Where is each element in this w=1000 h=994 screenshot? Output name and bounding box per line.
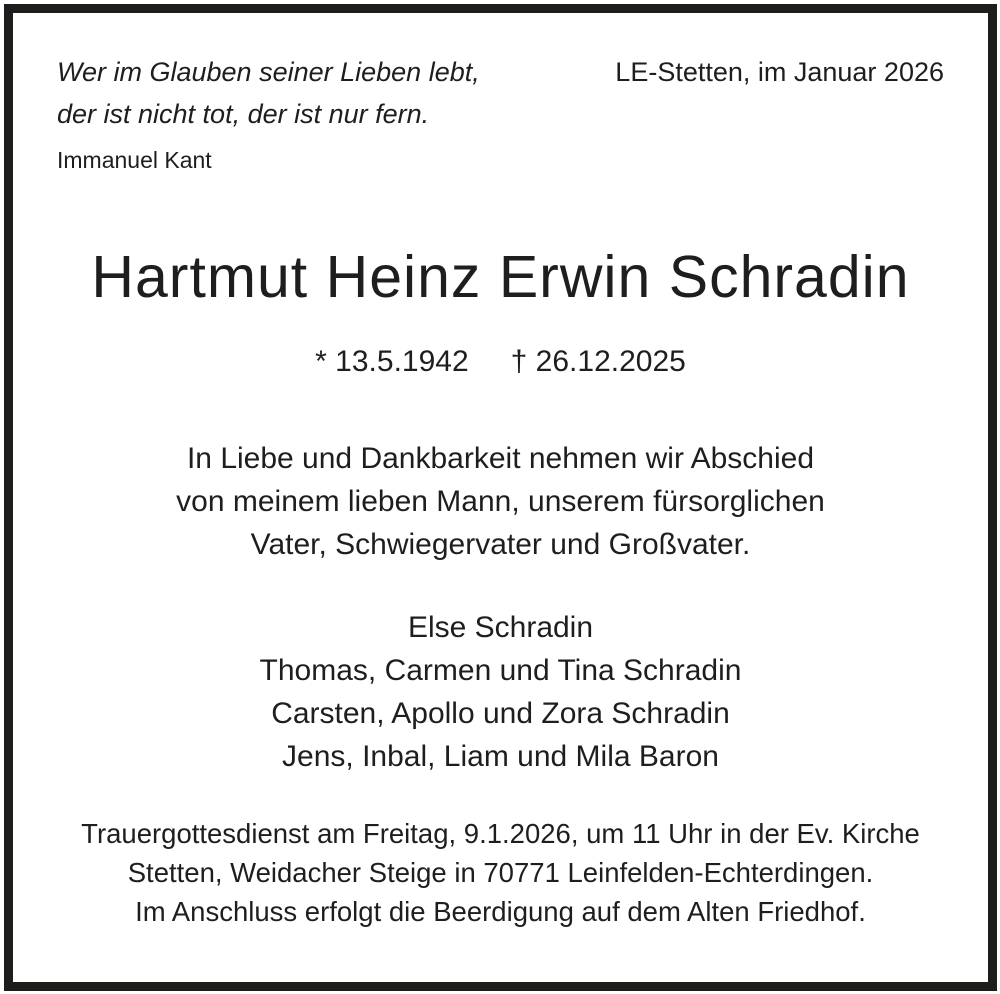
- deceased-name: Hartmut Heinz Erwin Schradin: [91, 244, 910, 310]
- farewell-message-line-3: Vater, Schwiegervater und Großvater.: [250, 528, 751, 561]
- memorial-quote-line-1: Wer im Glauben seiner Lieben lebt,: [57, 57, 480, 87]
- service-line-3: Im Anschluss erfolgt die Beerdigung auf dem Alten Friedhof.: [135, 896, 866, 927]
- notice-content: [13, 13, 988, 982]
- notice-border-frame: [4, 4, 997, 991]
- farewell-message-line-2: von meinem lieben Mann, unserem fürsorglichen: [176, 485, 825, 518]
- death-date: † 26.12.2025: [510, 345, 686, 378]
- farewell-message-line-1: In Liebe und Dankbarkeit nehmen wir Abschied: [186, 442, 815, 475]
- service-details: [57, 814, 944, 931]
- life-dates: [57, 343, 944, 381]
- notice-header: [57, 51, 944, 177]
- mourner-line-3: Carsten, Apollo und Zora Schradin: [271, 697, 730, 730]
- mourner-line-4: Jens, Inbal, Liam und Mila Baron: [282, 740, 719, 773]
- service-line-2: Stetten, Weidacher Steige in 70771 Leinfelden-Echterdingen.: [127, 857, 874, 888]
- service-line-1: Trauergottesdienst am Freitag, 9.1.2026, um 11 Uhr in der Ev. Kirche: [81, 818, 920, 849]
- quote-attribution: Immanuel Kant: [57, 147, 212, 173]
- place-dateline: LE-Stetten, im Januar 2026: [615, 57, 944, 87]
- birth-date: * 13.5.1942: [315, 345, 469, 378]
- mourner-line-2: Thomas, Carmen und Tina Schradin: [259, 654, 742, 687]
- mourner-line-1: Else Schradin: [407, 611, 594, 644]
- memorial-quote: [57, 51, 480, 177]
- mourners-list: [57, 606, 944, 778]
- memorial-quote-line-2: der ist nicht tot, der ist nur fern.: [57, 99, 430, 129]
- farewell-message: [57, 437, 944, 566]
